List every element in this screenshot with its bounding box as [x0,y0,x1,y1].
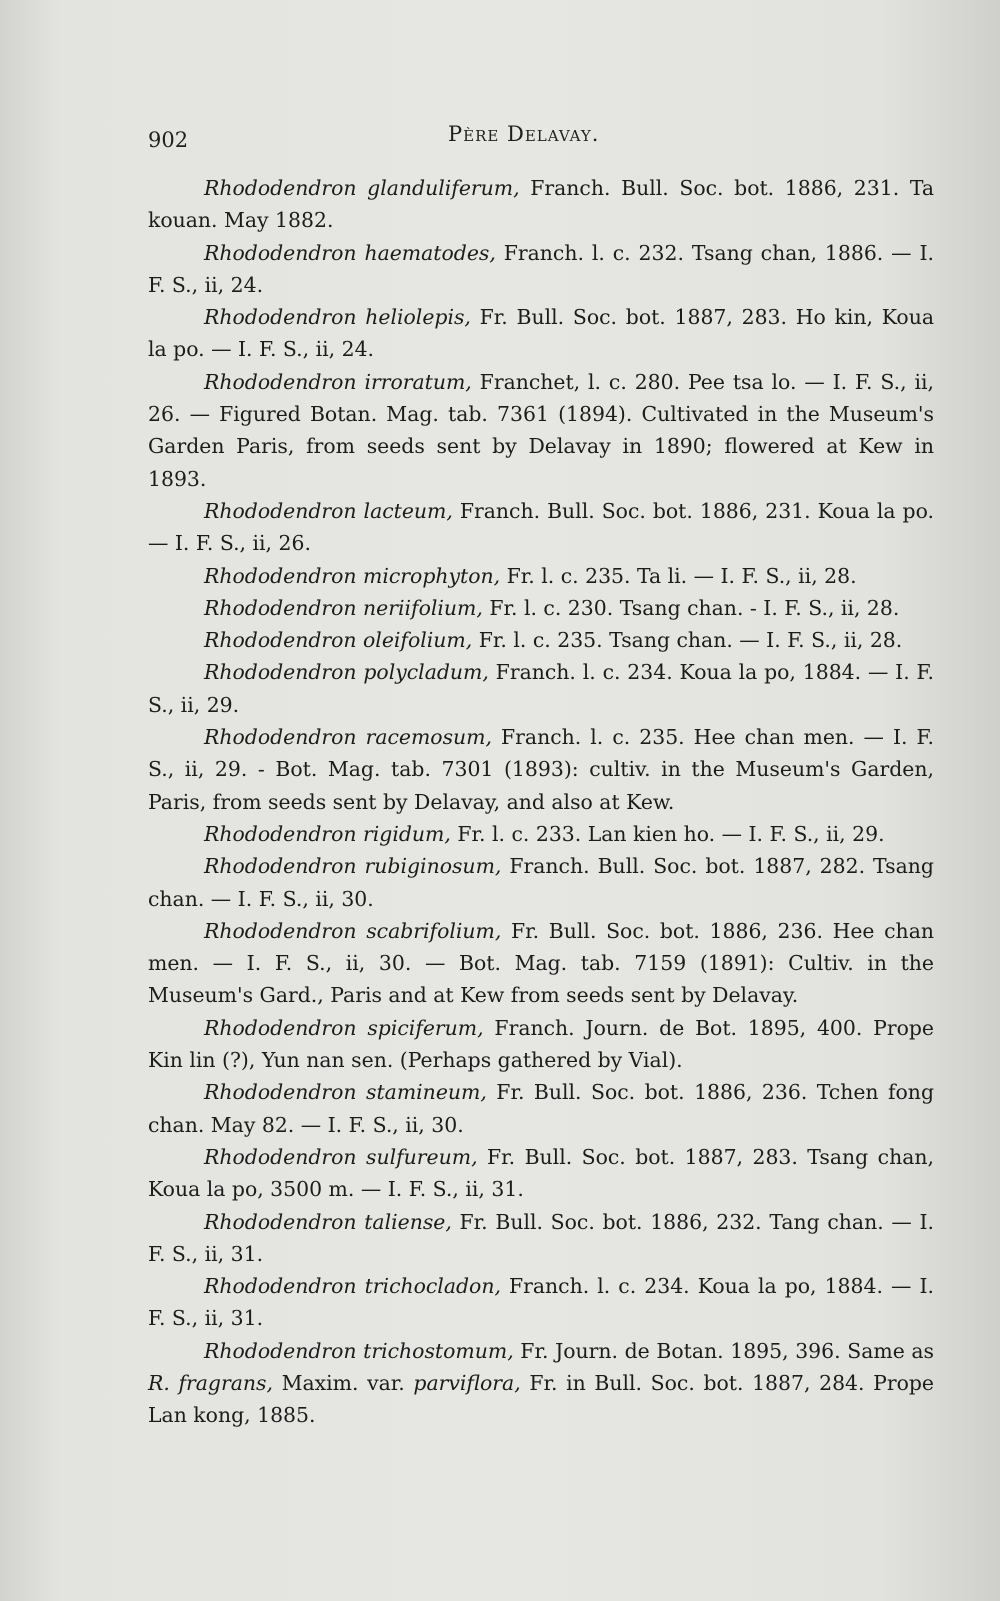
species-citation: Fr. l. c. 235. Ta li. — I. F. S., ii, 28. [500,563,857,588]
species-citation: Franch. l. c. 234. Koua la po, 1884. — I. F. S., ii, 29. [148,660,934,717]
species-citation: Franchet, l. c. 280. Pee tsa lo. — I. F. S., ii, 26. — Figured Botan. Mag. tab. 7361 (1894). Cultivated in the Museum's Garden Paris, from seeds sent by Delavay in 1890; flowered at Kew in 1893. [148,369,934,491]
species-name: Rhododendron spiciferum, [204,1015,484,1040]
species-entry [148,1206,934,1271]
species-entry [148,656,934,721]
species-citation: Franch. Bull. Soc. bot. 1887, 282. Tsang chan. — I. F. S., ii, 30. [148,854,934,911]
species-citation: Franch. l. c. 235. Hee chan men. — I. F. S., ii, 29. - Bot. Mag. tab. 7301 (1893): cultiv. in the Museum's Garden, Paris, from seeds sent by Delavay, and also at Kew. [148,725,934,814]
species-name: Rhododendron microphyton, [204,563,501,588]
species-entry [148,850,934,915]
species-citation: Fr. l. c. 235. Tsang chan. — I. F. S., ii, 28. [472,628,903,653]
species-citation: Fr. Bull. Soc. bot. 1886, 236. Hee chan men. — I. F. S., ii, 30. — Bot. Mag. tab. 7159 (1891): Cultiv. in the Museum's Gard., Paris and at Kew from seeds sent by Delavay. [148,918,934,1008]
species-name: Rhododendron neriifolium, [204,595,483,620]
species-name: Rhododendron rubiginosum, [204,854,502,879]
species-name: Rhododendron scabrifolium, [204,918,502,943]
species-citation: Franch. Journ. de Bot. 1895, 400. Prope Kin lin (?), Yun nan sen. (Perhaps gathered by Vial). [148,1015,935,1073]
species-citation: Franch. l. c. 232. Tsang chan, 1886. — I. F. S., ii, 24. [148,240,935,297]
species-entry [148,1270,934,1335]
species-entry [148,818,934,850]
species-entry [148,1141,934,1206]
species-entry [148,915,934,1012]
species-name: Rhododendron heliolepis, [204,305,471,330]
species-name: Rhododendron glanduliferum, [204,176,520,200]
species-entry [148,1012,934,1077]
page-number: 902 [148,128,189,152]
species-name: Rhododendron stamineum, [204,1080,487,1105]
species-entry [148,624,934,656]
species-citation: Fr. Journ. de Botan. 1895, 396. Same as [513,1338,935,1363]
species-citation: Fr. l. c. 233. Lan kien ho. — I. F. S., ii, 29. [450,821,885,846]
species-citation: Fr. Bull. Soc. bot. 1886, 232. Tang chan. — I. F. S., ii, 31. [148,1209,934,1266]
species-entry [148,301,934,366]
species-name: Rhododendron oleifolium, [204,628,473,653]
species-entry [148,592,934,624]
species-name: Rhododendron polycladum, [204,660,489,685]
species-name: Rhododendron irroratum, [204,369,472,394]
species-citation: Fr. Bull. Soc. bot. 1887, 283. Ho kin, Koua la po. — I. F. S., ii, 24. [148,305,934,362]
species-name: Rhododendron haematodes, [204,240,496,265]
species-citation-cont: Maxim. var. [272,1370,414,1395]
species-entry [148,366,934,495]
species-list [148,172,934,1432]
species-entry [148,721,934,818]
species-name: Rhododendron trichocladon, [204,1274,501,1299]
running-head: Père Delavay. [448,122,600,146]
species-citation-end: Fr. in Bull. Soc. bot. 1887, 284. Prope Lan kong, 1885. [148,1370,935,1428]
species-entry [148,495,934,560]
species-entry [148,237,934,302]
species-name: Rhododendron sulfureum, [204,1144,478,1169]
species-name: Rhododendron taliense, [204,1209,452,1234]
species-citation: Fr. Bull. Soc. bot. 1886, 236. Tchen fong chan. May 82. — I. F. S., ii, 30. [148,1080,934,1137]
species-citation: Franch. Bull. Soc. bot. 1886, 231. Koua la po. — I. F. S., ii, 26. [148,498,934,556]
species-name: Rhododendron trichostomum, [204,1338,514,1363]
species-citation: Franch. Bull. Soc. bot. 1886, 231. Ta kouan. May 1882. [148,176,934,233]
species-citation: Franch. l. c. 234. Koua la po, 1884. — I. F. S., ii, 31. [148,1274,934,1331]
species-name: Rhododendron rigidum, [204,821,451,846]
species-name: Rhododendron racemosum, [204,725,492,750]
species-reference: R. fragrans, [148,1370,273,1395]
page-header [148,122,938,154]
species-citation: Fr. l. c. 230. Tsang chan. - I. F. S., ii, 28. [482,595,900,620]
species-entry [148,1335,934,1432]
species-entry [148,560,934,592]
species-entry [148,1076,934,1141]
species-entry [148,172,934,237]
species-name: Rhododendron lacteum, [204,498,453,523]
species-citation: Fr. Bull. Soc. bot. 1887, 283. Tsang chan, Koua la po, 3500 m. — I. F. S., ii, 31. [148,1144,934,1202]
variety-name: parviflora, [413,1370,521,1395]
